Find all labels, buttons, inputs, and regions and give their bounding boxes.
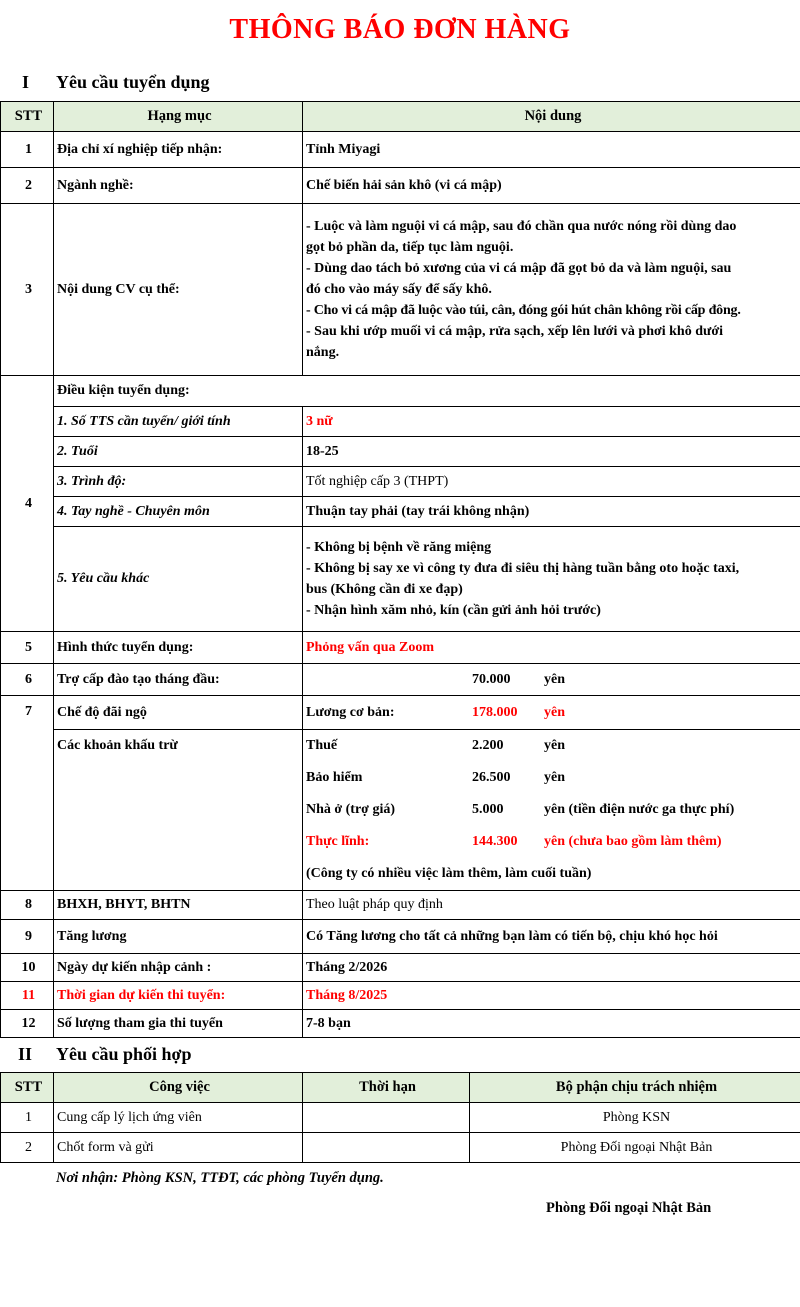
header-dept: Bộ phận chịu trách nhiệm [470,1073,800,1103]
tax-unit: yên [544,738,565,753]
job-line: - Sau khi ướp muối vi cá mập, rửa sạch, xếp lên lưới và phơi khô dưới [306,324,724,339]
insurance-label: Bảo hiểm [306,770,363,785]
cond4-value: Thuận tay phải (tay trái không nhận) [303,497,800,527]
row11-label: Thời gian dự kiến thi tuyển: [54,982,303,1010]
base-salary-amount: 178.000 [472,704,518,720]
row10-value: Tháng 2/2026 [303,954,800,982]
header-stt: STT [1,1073,54,1103]
task1-name: Cung cấp lý lịch ứng viên [54,1103,303,1133]
task2-deadline [303,1133,470,1163]
deductions-block [303,730,800,891]
row11-stt: 11 [1,982,54,1010]
header-stt: STT [1,102,54,132]
row8-value: Theo luật pháp quy định [303,891,800,920]
section2-number: II [18,1044,33,1064]
page-title: THÔNG BÁO ĐƠN HÀNG [229,14,571,45]
row1-value: Tỉnh Miyagi [303,132,800,168]
task2-dept: Phòng Đối ngoại Nhật Bản [470,1133,800,1163]
task2-stt: 2 [1,1133,54,1163]
row1-label: Địa chỉ xí nghiệp tiếp nhận: [54,132,303,168]
task1-dept: Phòng KSN [470,1103,800,1133]
header-task: Công việc [54,1073,303,1103]
training-allowance-amount: 70.000 [472,671,511,687]
requirements-table [0,101,800,1038]
tax-amount: 2.200 [472,738,504,753]
net-row [306,826,800,858]
row7-label: Chế độ đãi ngộ [54,696,303,730]
row9-stt: 9 [1,920,54,954]
task2-name: Chốt form và gửi [54,1133,303,1163]
section1-title: Yêu cầu tuyển dụng [56,72,210,92]
signature: Phòng Đối ngoại Nhật Bản [546,1200,712,1216]
row2-value: Chế biến hải sản khô (vi cá mập) [303,168,800,204]
job-line: đó cho vào máy sấy để sấy khô. [306,282,492,297]
section2-title: Yêu cầu phối hợp [56,1044,192,1064]
row6-value [303,664,800,696]
row2-stt: 2 [1,168,54,204]
net-label: Thực lĩnh: [306,834,370,849]
row6-stt: 6 [1,664,54,696]
row4-stt: 4 [1,376,54,632]
row1-stt: 1 [1,132,54,168]
other-req-line: - Không bị bệnh về răng miệng [306,540,492,555]
cond1-label: 1. Số TTS cần tuyển/ giới tính [54,407,303,437]
header-deadline: Thời hạn [303,1073,470,1103]
row9-label: Tăng lương [54,920,303,954]
deductions-label: Các khoản khấu trừ [54,730,303,891]
job-line: - Luộc và làm nguội vi cá mập, sau đó chần qua nước nóng rồi dùng dao [306,219,737,234]
base-salary-label: Lương cơ bản: [306,704,395,720]
other-req-line: bus (Không cần đi xe đạp) [306,582,463,597]
overtime-note: (Công ty có nhiều việc làm thêm, làm cuối tuần) [306,866,592,881]
housing-row [306,794,800,826]
row8-label: BHXH, BHYT, BHTN [54,891,303,920]
cond4-label: 4. Tay nghề - Chuyên môn [54,497,303,527]
row5-stt: 5 [1,632,54,664]
row5-label: Hình thức tuyển dụng: [54,632,303,664]
housing-amount: 5.000 [472,802,504,817]
task1-deadline [303,1103,470,1133]
net-amount: 144.300 [472,834,518,849]
row3-stt: 3 [1,204,54,376]
insurance-row [306,762,800,794]
housing-label: Nhà ở (trợ giá) [306,802,395,817]
header-content: Nội dung [303,102,800,132]
header-item: Hạng mục [54,102,303,132]
insurance-unit: yên [544,770,565,785]
cond2-label: 2. Tuổi [54,437,303,467]
net-unit: yên (chưa bao gồm làm thêm) [544,834,722,849]
row9-value: Có Tăng lương cho tất cả những bạn làm có tiến bộ, chịu khó học hỏi [303,920,800,954]
row10-stt: 10 [1,954,54,982]
cond3-value: Tốt nghiệp cấp 3 (THPT) [303,467,800,497]
section1-number: I [22,72,30,92]
cond5-value [303,527,800,632]
task1-stt: 1 [1,1103,54,1133]
other-req-line: - Không bị say xe vì công ty đưa đi siêu thị hàng tuần bằng oto hoặc taxi, [306,561,740,576]
row8-stt: 8 [1,891,54,920]
other-req-line: - Nhận hình xăm nhỏ, kín (cần gửi ảnh hỏi trước) [306,603,601,618]
insurance-amount: 26.500 [472,770,511,785]
row4-heading: Điều kiện tuyển dụng: [54,376,800,407]
row11-value: Tháng 8/2025 [303,982,800,1010]
base-salary [303,696,800,730]
cond1-value: 3 nữ [303,407,800,437]
row6-label: Trợ cấp đào tạo tháng đầu: [54,664,303,696]
coordination-table [0,1072,800,1163]
row12-value: 7-8 bạn [303,1010,800,1038]
training-allowance-unit: yên [544,671,565,687]
housing-unit: yên (tiền điện nước ga thực phí) [544,802,735,817]
row3-value [303,204,800,376]
job-line: - Cho vi cá mập đã luộc vào túi, cân, đóng gói hút chân không rồi cấp đông. [306,303,741,318]
recipients-note: Nơi nhận: Phòng KSN, TTĐT, các phòng Tuyển dụng. [56,1170,384,1186]
job-line: gọt bỏ phần da, tiếp tục làm nguội. [306,240,514,255]
row5-value: Phỏng vấn qua Zoom [303,632,800,664]
cond3-label: 3. Trình độ: [54,467,303,497]
tax-label: Thuế [306,738,338,753]
job-line: - Dùng dao tách bỏ xương của vi cá mập đã gọt bỏ da và làm nguội, sau [306,261,732,276]
row2-label: Ngành nghề: [54,168,303,204]
row7-stt: 7 [1,696,54,891]
base-salary-unit: yên [544,704,565,720]
job-line: nắng. [306,345,340,360]
cond5-label: 5. Yêu cầu khác [54,527,303,632]
cond2-value: 18-25 [303,437,800,467]
row10-label: Ngày dự kiến nhập cảnh : [54,954,303,982]
row12-label: Số lượng tham gia thi tuyển [54,1010,303,1038]
row12-stt: 12 [1,1010,54,1038]
tax-row [306,730,800,762]
row3-label: Nội dung CV cụ thể: [54,204,303,376]
